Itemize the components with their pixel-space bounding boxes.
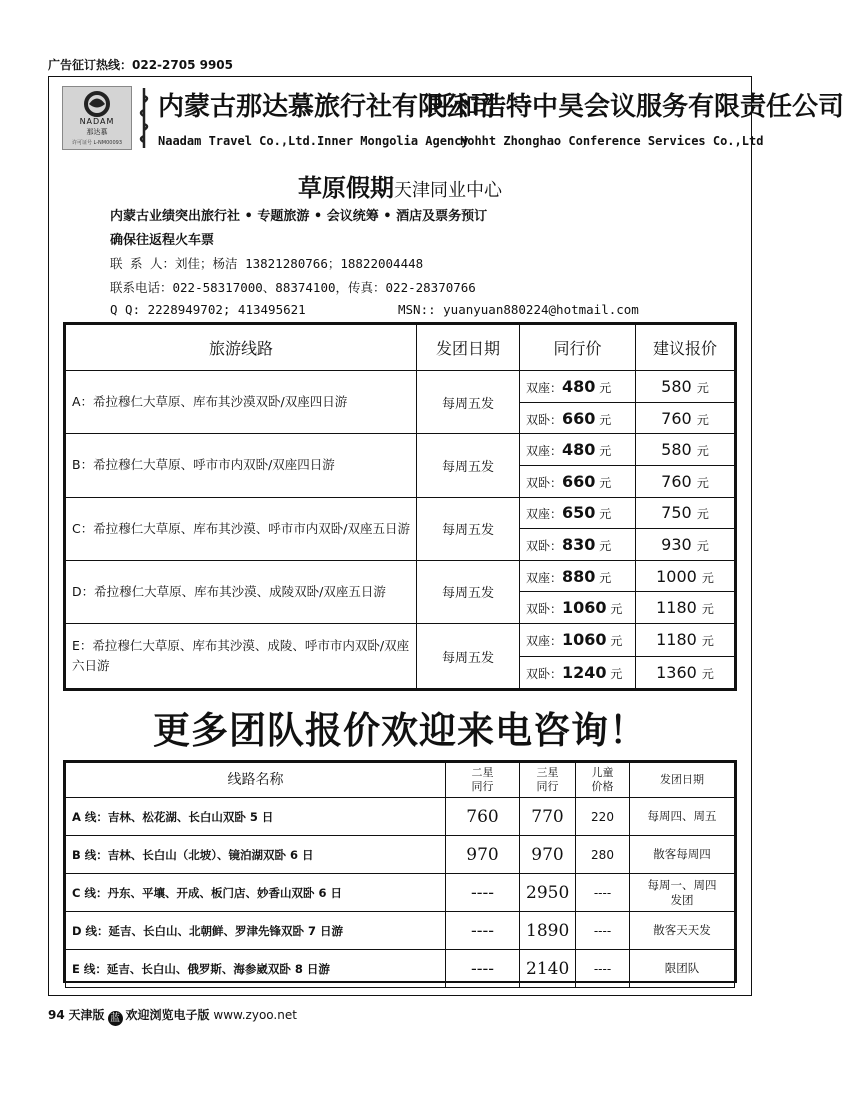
seat-type-label: 双卧： (526, 412, 563, 427)
header-route-name: 线路名称 (66, 763, 446, 798)
unit-label: 元 (696, 475, 709, 490)
child-price: ---- (576, 950, 630, 988)
unit-label: 元 (696, 380, 709, 395)
depart-date: 限团队 (630, 950, 735, 988)
contact-phone: 联系电话：022-58317000、88374100，传真：022-28370766 (110, 280, 476, 295)
two-star-price: ---- (446, 950, 520, 988)
header-peer-price: 同行价 (520, 325, 636, 371)
three-star-price: 970 (520, 836, 576, 874)
route-name: E：希拉穆仁大草原、库布其沙漠、成陵、呼市市内双卧/双座六日游 (66, 624, 417, 689)
suggested-price-value: 580 (661, 440, 692, 460)
route-name: B 线：吉林、长白山（北坡）、镜泊湖双卧 6 日 (66, 836, 446, 874)
header-date: 发团日期 (417, 325, 520, 371)
company1-name-en: Naadam Travel Co.,Ltd.Inner Mongolia Agency (158, 134, 469, 148)
header-suggested-price: 建议报价 (636, 325, 735, 371)
table-row (66, 434, 735, 466)
table-row (66, 371, 735, 403)
suggested-price-seat (636, 497, 735, 529)
peer-price-seat (520, 624, 636, 656)
table-row (66, 874, 735, 912)
peer-price-value: 480 (562, 376, 596, 396)
suggested-price-value: 750 (661, 503, 692, 523)
peer-price-value: 830 (562, 535, 596, 555)
table-row (66, 912, 735, 950)
unit-label: 元 (610, 602, 623, 617)
three-star-price: 2950 (520, 874, 576, 912)
unit-label: 元 (696, 507, 709, 522)
table-row (66, 497, 735, 529)
three-star-price: 2140 (520, 950, 576, 988)
table-header-row (66, 763, 735, 798)
contact-qq: Q Q: 2228949702; 413495621 (110, 302, 306, 317)
route-name: A 线：吉林、松花湖、长白山双卧 5 日 (66, 798, 446, 836)
depart-date: 每周一、周四 发团 (630, 874, 735, 912)
seat-type-label: 双座： (526, 444, 563, 459)
suggested-price-value: 1180 (656, 630, 697, 650)
peer-price-value: 1060 (562, 598, 607, 618)
unit-label: 元 (599, 539, 612, 554)
unit-label: 元 (696, 412, 709, 427)
seat-type-label: 双座： (526, 380, 563, 395)
peer-price-value: 480 (562, 440, 596, 460)
table-row (66, 836, 735, 874)
route-name: A：希拉穆仁大草原、库布其沙漠双卧/双座四日游 (66, 371, 417, 434)
peer-price-value: 650 (562, 503, 596, 523)
peer-price-sleeper (520, 465, 636, 497)
three-star-price: 770 (520, 798, 576, 836)
inner-mongolia-price-table (63, 322, 737, 691)
route-name: D：希拉穆仁大草原、库布其沙漠、成陵双卧/双座五日游 (66, 560, 417, 623)
peer-price-sleeper (520, 656, 636, 688)
banner-headline: 更多团队报价欢迎来电咨询！ (153, 708, 647, 752)
logo-license: 许可证号 L-NM00093 (71, 140, 123, 146)
depart-date: 散客天天发 (630, 912, 735, 950)
peer-price-value: 880 (562, 566, 596, 586)
depart-date: 散客每周四 (630, 836, 735, 874)
peer-price-seat (520, 560, 636, 592)
child-price: 220 (576, 798, 630, 836)
seat-type-label: 双座： (526, 634, 563, 649)
contact-msn: MSN:: yuanyuan880224@hotmail.com (398, 302, 639, 317)
seat-type-label: 双卧： (526, 539, 563, 554)
ad-hotline: 广告征订热线：022-2705 9905 (48, 58, 234, 72)
unit-label: 元 (701, 634, 714, 649)
child-price: ---- (576, 912, 630, 950)
suggested-price-seat (636, 434, 735, 466)
depart-date: 每周五发 (417, 497, 520, 560)
unit-label: 元 (701, 570, 714, 585)
footer (48, 1006, 297, 1026)
table-row (66, 798, 735, 836)
logo-text-cn: 那达慕 (86, 128, 108, 136)
company1-name-cn: 内蒙古那达慕旅行社有限公司 (158, 92, 497, 122)
table-row (66, 950, 735, 988)
header-route: 旅游线路 (66, 325, 417, 371)
peer-price-seat (520, 497, 636, 529)
two-star-price: ---- (446, 874, 520, 912)
suggested-price-sleeper (636, 402, 735, 434)
mongolian-script-icon (134, 86, 154, 150)
route-name: D 线：延吉、长白山、北朝鲜、罗津先锋双卧 7 日游 (66, 912, 446, 950)
unit-label: 元 (599, 444, 612, 459)
peer-price-sleeper (520, 402, 636, 434)
subtitle (0, 168, 800, 203)
unit-label: 元 (696, 539, 709, 554)
ticket-line: 确保往返程火车票 (110, 233, 215, 248)
unit-label: 元 (599, 412, 612, 427)
unit-label: 元 (599, 507, 612, 522)
unit-label: 元 (701, 602, 714, 617)
suggested-price-sleeper (636, 465, 735, 497)
unit-label: 元 (599, 570, 612, 585)
suggested-price-value: 930 (661, 535, 692, 555)
suggested-price-sleeper (636, 656, 735, 688)
header-two-star: 二星 同行 (446, 763, 520, 798)
unit-label: 元 (696, 444, 709, 459)
route-name: B：希拉穆仁大草原、呼市市内双卧/双座四日游 (66, 434, 417, 497)
peer-price-seat (520, 434, 636, 466)
seat-type-label: 双卧： (526, 666, 563, 681)
table-row (66, 560, 735, 592)
suggested-price-value: 1360 (656, 662, 697, 682)
suggested-price-sleeper (636, 592, 735, 624)
edition-badge-icon: 蓝 (108, 1011, 123, 1026)
depart-date: 每周五发 (417, 560, 520, 623)
suggested-price-value: 580 (661, 376, 692, 396)
three-star-price: 1890 (520, 912, 576, 950)
edition-label: 天津版 (68, 1008, 105, 1022)
peer-price-value: 660 (562, 408, 596, 428)
peer-price-value: 660 (562, 471, 596, 491)
route-name: C：希拉穆仁大草原、库布其沙漠、呼市市内双卧/双座五日游 (66, 497, 417, 560)
peer-price-value: 1240 (562, 662, 607, 682)
depart-date: 每周五发 (417, 624, 520, 689)
unit-label: 元 (610, 666, 623, 681)
subtitle-sub: 天津同业中心 (394, 180, 502, 201)
suggested-price-value: 760 (661, 408, 692, 428)
two-star-price: ---- (446, 912, 520, 950)
child-price: ---- (576, 874, 630, 912)
unit-label: 元 (599, 380, 612, 395)
suggested-price-value: 1000 (656, 566, 697, 586)
unit-label: 元 (610, 634, 623, 649)
seat-type-label: 双座： (526, 507, 563, 522)
table-row (66, 624, 735, 656)
depart-date: 每周四、周五 (630, 798, 735, 836)
peer-price-value: 1060 (562, 630, 607, 650)
unit-label: 元 (701, 666, 714, 681)
route-name: E 线：延吉、长白山、俄罗斯、海参崴双卧 8 日游 (66, 950, 446, 988)
header-child-price: 儿童 价格 (576, 763, 630, 798)
naadam-logo (62, 86, 132, 150)
page-number: 94 (48, 1008, 65, 1022)
footer-url[interactable]: www.zyoo.net (213, 1008, 297, 1022)
depart-date: 每周五发 (417, 371, 520, 434)
depart-date: 每周五发 (417, 434, 520, 497)
header-depart-date: 发团日期 (630, 763, 735, 798)
company2-name-cn: 呼和浩特中昊会议服务有限责任公司 (428, 92, 844, 122)
suggested-price-seat (636, 624, 735, 656)
company2-name-en: Hohht Zhonghao Conference Services Co.,Ltd (460, 134, 764, 148)
header-three-star: 三星 同行 (520, 763, 576, 798)
northeast-price-table (63, 760, 737, 983)
footer-text: 欢迎浏览电子版 (125, 1008, 210, 1022)
table-header-row (66, 325, 735, 371)
subtitle-main: 草原假期 (298, 173, 394, 202)
logo-swirl-icon (80, 91, 114, 117)
seat-type-label: 双卧： (526, 475, 563, 490)
seat-type-label: 双卧： (526, 602, 563, 617)
two-star-price: 970 (446, 836, 520, 874)
route-name: C 线：丹东、平壤、开成、板门店、妙香山双卧 6 日 (66, 874, 446, 912)
contact-person: 联 系 人：刘佳；杨洁 13821280766；18822004448 (110, 256, 424, 271)
suggested-price-seat (636, 560, 735, 592)
suggested-price-sleeper (636, 529, 735, 561)
peer-price-seat (520, 371, 636, 403)
child-price: 280 (576, 836, 630, 874)
unit-label: 元 (599, 475, 612, 490)
suggested-price-seat (636, 371, 735, 403)
logo-text-en: NADAM (79, 117, 115, 126)
peer-price-sleeper (520, 529, 636, 561)
suggested-price-value: 760 (661, 471, 692, 491)
services-line: 内蒙古业绩突出旅行社 • 专题旅游 • 会议统筹 • 酒店及票务预订 (110, 209, 488, 224)
two-star-price: 760 (446, 798, 520, 836)
peer-price-sleeper (520, 592, 636, 624)
suggested-price-value: 1180 (656, 598, 697, 618)
seat-type-label: 双座： (526, 570, 563, 585)
